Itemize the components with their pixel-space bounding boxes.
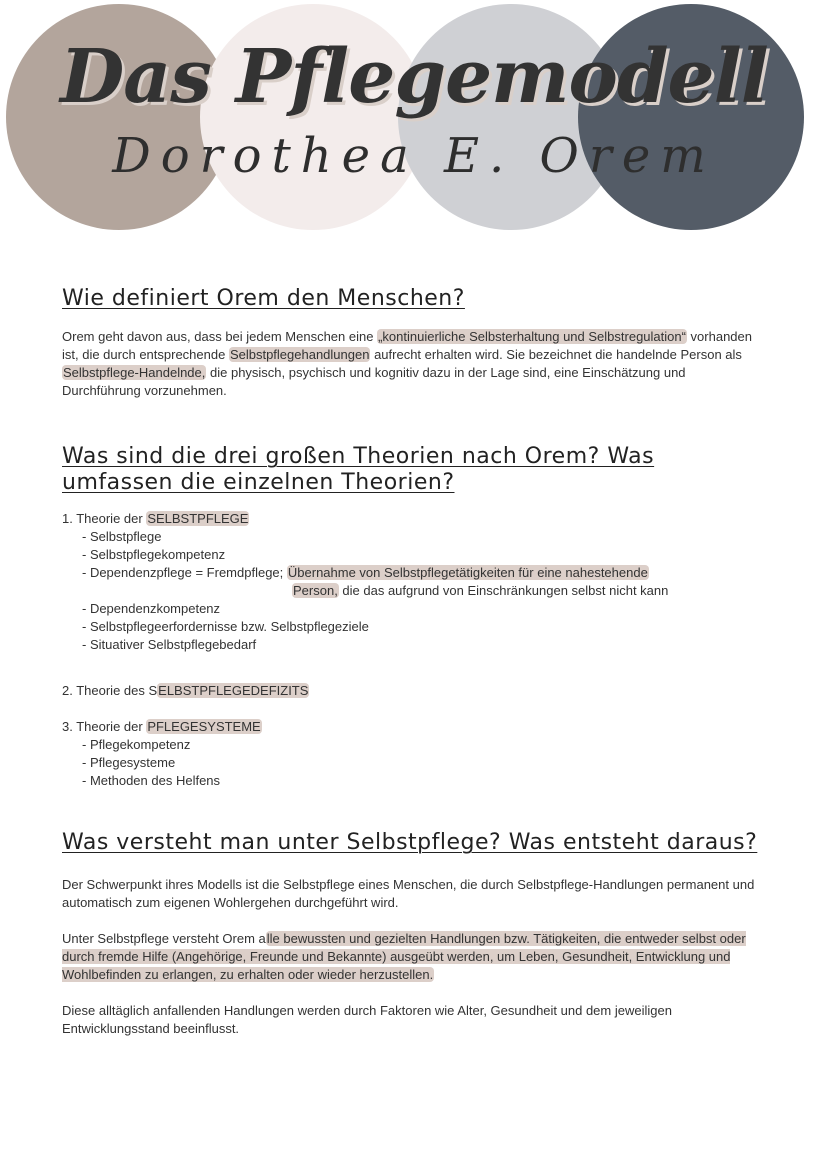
list-item — [62, 564, 762, 582]
highlight-text: Person, — [293, 583, 338, 598]
theories-list — [62, 510, 762, 790]
highlight-text: ELBSTPFLEGEDEFIZITS — [158, 683, 309, 698]
list-item: - Selbstpflegeerfordernisse bzw. Selbstpflegeziele — [82, 619, 369, 634]
author-subtitle: Dorothea E. Orem — [112, 128, 716, 184]
text-run: Unter Selbstpflege versteht Orem a — [62, 931, 266, 946]
text-run: die das aufgrund von Einschränkungen selbst nicht kann — [338, 583, 669, 598]
highlight-text: PFLEGESYSTEME — [147, 719, 261, 734]
highlight-text: Selbstpflege-Handelnde, — [63, 365, 206, 380]
list-item: - Situativer Selbstpflegebedarf — [82, 637, 257, 652]
highlight-text: Übernahme von Selbstpflegetätigkeiten für eine nahestehende — [287, 565, 648, 580]
list-item: - Selbstpflege — [82, 529, 162, 544]
highlight-text: „kontinuierliche Selbsterhaltung und Selbstregulation“ — [378, 329, 686, 344]
highlight-text: Selbstpflegehandlungen — [229, 347, 370, 362]
main-content — [62, 282, 762, 1038]
theory-2-title — [62, 682, 762, 700]
section-paragraph: Diese alltäglich anfallenden Handlungen werden durch Faktoren wie Alter, Gesundheit und dem jeweiligen Entwicklungsstand beeinflusst. — [62, 1003, 672, 1036]
section-paragraph — [62, 930, 762, 984]
highlight-text: lle bewussten und gezielten Handlungen bzw. Tätigkeiten, die entweder selbst oder durch fremde Hilfe (Angehörige, Freunde und Bekannte) ausgeübt werden, um Leben, Gesundheit, Entwicklung und Wohlbefinden zu erlangen, zu erhalten oder wieder herzustellen. — [62, 931, 746, 982]
list-item-continuation — [62, 582, 762, 600]
list-item: - Pflegesysteme — [82, 755, 176, 770]
text-run: vorhanden ist, die durch entsprechende — [62, 329, 752, 362]
theory-3-title — [62, 718, 762, 736]
highlight-text: SELBSTPFLEGE — [147, 511, 249, 526]
section-paragraph-menschen — [62, 328, 762, 400]
text-run: 1. Theorie der — [62, 511, 147, 526]
text-run: 2. Theorie des S — [62, 683, 158, 698]
section-heading-theorien: Was sind die drei großen Theorien nach Orem? Was umfassen die einzelnen Theorien? — [62, 444, 655, 495]
text-run: Orem geht davon aus, dass bei jedem Menschen eine — [62, 329, 378, 344]
list-item: - Selbstpflegekompetenz — [82, 547, 226, 562]
page-title: Das Pflegemodell — [60, 34, 768, 120]
theory-1-title — [62, 510, 762, 528]
section-heading-menschen: Wie definiert Orem den Menschen? — [62, 286, 465, 311]
text-run: aufrecht erhalten wird. Sie bezeichnet die handelnde Person als — [370, 347, 742, 362]
text-run: - Dependenzpflege = Fremdpflege; — [82, 565, 287, 580]
text-run: die physisch, psychisch und kognitiv dazu in der Lage sind, eine Einschätzung und Durchführung vorzunehmen. — [62, 365, 686, 398]
section-paragraph: Der Schwerpunkt ihres Modells ist die Selbstpflege eines Menschen, die durch Selbstpflege-Handlungen permanent und automatisch zum eigenen Wohlergehen durchgeführt wird. — [62, 877, 755, 910]
list-item: - Pflegekompetenz — [82, 737, 191, 752]
list-item: - Dependenzkompetenz — [82, 601, 221, 616]
header-banner — [0, 0, 828, 240]
text-run: 3. Theorie der — [62, 719, 147, 734]
list-item: - Methoden des Helfens — [82, 773, 221, 788]
section-heading-selbstpflege: Was versteht man unter Selbstpflege? Was entsteht daraus? — [62, 830, 758, 855]
